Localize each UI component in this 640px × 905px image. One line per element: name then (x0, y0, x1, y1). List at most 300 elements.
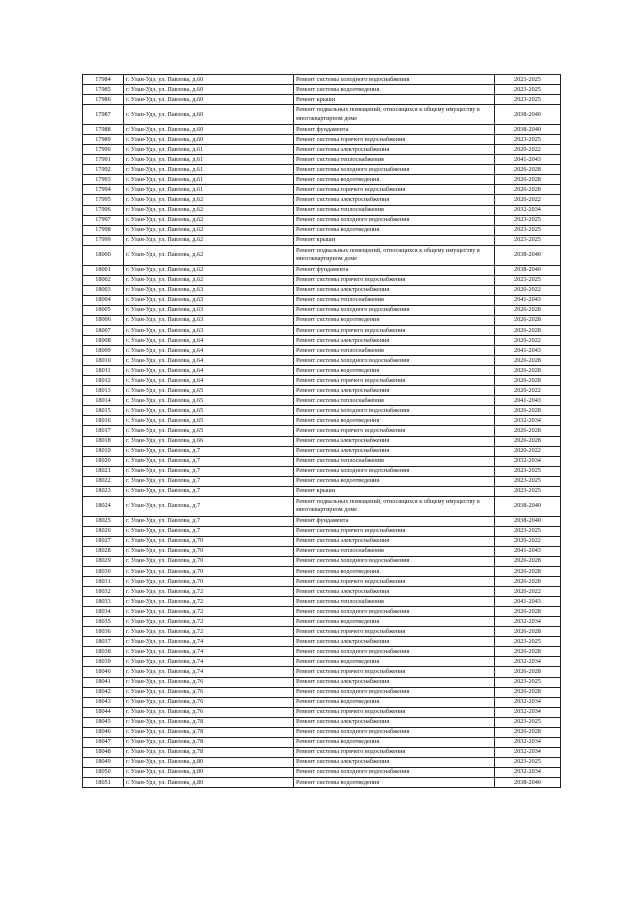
row-number: 18030 (83, 567, 124, 577)
period-cell: 2041-2043 (495, 346, 561, 356)
table-row (83, 707, 561, 717)
address-cell: г. Улан-Удэ, ул. Павлова, д.72 (124, 607, 294, 617)
period-cell: 2032-2034 (495, 747, 561, 757)
address-cell: г. Улан-Удэ, ул. Павлова, д.78 (124, 747, 294, 757)
work-type-cell: Ремонт системы горячего водоснабжения (294, 526, 495, 536)
address-cell: г. Улан-Удэ, ул. Павлова, д.61 (124, 155, 294, 165)
period-cell: 2026-2028 (495, 647, 561, 657)
row-number: 17997 (83, 215, 124, 225)
work-type-cell: Ремонт системы электроснабжения (294, 717, 495, 727)
work-type-cell: Ремонт системы водоотведения (294, 85, 495, 95)
address-cell: г. Улан-Удэ, ул. Павлова, д.65 (124, 396, 294, 406)
address-cell: г. Улан-Удэ, ул. Павлова, д.62 (124, 275, 294, 285)
row-number: 18018 (83, 436, 124, 446)
work-type-cell: Ремонт системы горячего водоснабжения (294, 627, 495, 637)
period-cell: 2026-2028 (495, 175, 561, 185)
table-row (83, 647, 561, 657)
address-cell: г. Улан-Удэ, ул. Павлова, д.70 (124, 546, 294, 556)
address-cell: г. Улан-Удэ, ул. Павлова, д.61 (124, 145, 294, 155)
address-cell: г. Улан-Удэ, ул. Павлова, д.61 (124, 165, 294, 175)
period-cell: 2023-2025 (495, 225, 561, 235)
work-type-cell: Ремонт системы холодного водоснабжения (294, 767, 495, 777)
period-cell: 2020-2022 (495, 536, 561, 546)
address-cell: г. Улан-Удэ, ул. Павлова, д.76 (124, 687, 294, 697)
row-number: 18050 (83, 767, 124, 777)
work-type-cell: Ремонт системы водоотведения (294, 476, 495, 486)
address-cell: г. Улан-Удэ, ул. Павлова, д.7 (124, 466, 294, 476)
work-type-cell: Ремонт системы электроснабжения (294, 677, 495, 687)
work-type-cell: Ремонт фундамента (294, 125, 495, 135)
work-type-cell: Ремонт системы теплоснабжения (294, 205, 495, 215)
row-number: 17995 (83, 195, 124, 205)
table-row (83, 356, 561, 366)
work-type-cell: Ремонт системы электроснабжения (294, 436, 495, 446)
address-cell: г. Улан-Удэ, ул. Павлова, д.62 (124, 265, 294, 275)
table-row (83, 567, 561, 577)
work-type-cell: Ремонт системы водоотведения (294, 778, 495, 788)
table-row (83, 446, 561, 456)
row-number: 18048 (83, 747, 124, 757)
work-type-cell: Ремонт системы горячего водоснабжения (294, 376, 495, 386)
table-row (83, 386, 561, 396)
address-cell: г. Улан-Удэ, ул. Павлова, д.7 (124, 516, 294, 526)
work-type-cell: Ремонт системы электроснабжения (294, 386, 495, 396)
table-row (83, 366, 561, 376)
address-cell: г. Улан-Удэ, ул. Павлова, д.72 (124, 627, 294, 637)
row-number: 18006 (83, 315, 124, 325)
address-cell: г. Улан-Удэ, ул. Павлова, д.64 (124, 346, 294, 356)
table-row (83, 265, 561, 275)
address-cell: г. Улан-Удэ, ул. Павлова, д.60 (124, 105, 294, 125)
period-cell: 2023-2025 (495, 486, 561, 496)
table-row (83, 466, 561, 476)
period-cell: 2026-2028 (495, 727, 561, 737)
work-type-cell: Ремонт системы водоотведения (294, 366, 495, 376)
period-cell: 2026-2028 (495, 556, 561, 566)
period-cell: 2026-2028 (495, 687, 561, 697)
period-cell: 2023-2025 (495, 637, 561, 647)
address-cell: г. Улан-Удэ, ул. Павлова, д.60 (124, 75, 294, 85)
work-type-cell: Ремонт системы холодного водоснабжения (294, 556, 495, 566)
work-type-cell: Ремонт системы электроснабжения (294, 285, 495, 295)
document-page (82, 74, 556, 788)
table-row (83, 416, 561, 426)
work-type-cell: Ремонт системы горячего водоснабжения (294, 135, 495, 145)
period-cell: 2020-2022 (495, 145, 561, 155)
table-row (83, 637, 561, 647)
period-cell: 2041-2043 (495, 155, 561, 165)
period-cell: 2023-2025 (495, 757, 561, 767)
work-type-cell: Ремонт подвальных помещений, относящихся к общему имуществу в многоквартирном доме (294, 105, 495, 125)
work-type-cell: Ремонт системы холодного водоснабжения (294, 647, 495, 657)
address-cell: г. Улан-Удэ, ул. Павлова, д.63 (124, 295, 294, 305)
row-number: 18036 (83, 627, 124, 637)
address-cell: г. Улан-Удэ, ул. Павлова, д.7 (124, 456, 294, 466)
period-cell: 2032-2034 (495, 697, 561, 707)
table-row (83, 105, 561, 125)
row-number: 18026 (83, 526, 124, 536)
work-type-cell: Ремонт системы холодного водоснабжения (294, 356, 495, 366)
row-number: 18041 (83, 677, 124, 687)
work-type-cell: Ремонт системы теплоснабжения (294, 546, 495, 556)
table-row (83, 607, 561, 617)
address-cell: г. Улан-Удэ, ул. Павлова, д.62 (124, 195, 294, 205)
table-row (83, 476, 561, 486)
work-type-cell: Ремонт системы теплоснабжения (294, 597, 495, 607)
row-number: 18019 (83, 446, 124, 456)
address-cell: г. Улан-Удэ, ул. Павлова, д.70 (124, 536, 294, 546)
period-cell: 2020-2022 (495, 587, 561, 597)
row-number: 17999 (83, 235, 124, 245)
period-cell: 2020-2022 (495, 386, 561, 396)
period-cell: 2026-2028 (495, 567, 561, 577)
row-number: 18044 (83, 707, 124, 717)
period-cell: 2038-2040 (495, 778, 561, 788)
row-number: 18049 (83, 757, 124, 767)
period-cell: 2026-2028 (495, 627, 561, 637)
row-number: 18020 (83, 456, 124, 466)
work-type-cell: Ремонт системы холодного водоснабжения (294, 75, 495, 85)
address-cell: г. Улан-Удэ, ул. Павлова, д.63 (124, 285, 294, 295)
work-type-cell: Ремонт крыши (294, 486, 495, 496)
table-body (83, 75, 561, 788)
table-row (83, 757, 561, 767)
work-type-cell: Ремонт системы холодного водоснабжения (294, 687, 495, 697)
row-number: 18014 (83, 396, 124, 406)
address-cell: г. Улан-Удэ, ул. Павлова, д.76 (124, 677, 294, 687)
row-number: 18002 (83, 275, 124, 285)
period-cell: 2020-2022 (495, 336, 561, 346)
period-cell: 2026-2028 (495, 325, 561, 335)
period-cell: 2023-2025 (495, 235, 561, 245)
row-number: 18046 (83, 727, 124, 737)
period-cell: 2026-2028 (495, 356, 561, 366)
period-cell: 2032-2034 (495, 737, 561, 747)
period-cell: 2026-2028 (495, 185, 561, 195)
row-number: 18015 (83, 406, 124, 416)
period-cell: 2023-2025 (495, 75, 561, 85)
row-number: 17986 (83, 95, 124, 105)
work-type-cell: Ремонт системы электроснабжения (294, 446, 495, 456)
row-number: 18016 (83, 416, 124, 426)
row-number: 18000 (83, 245, 124, 265)
period-cell: 2026-2028 (495, 607, 561, 617)
address-cell: г. Улан-Удэ, ул. Павлова, д.78 (124, 737, 294, 747)
address-cell: г. Улан-Удэ, ул. Павлова, д.64 (124, 336, 294, 346)
period-cell: 2023-2025 (495, 85, 561, 95)
table-row (83, 95, 561, 105)
table-row (83, 155, 561, 165)
table-row (83, 406, 561, 416)
row-number: 18022 (83, 476, 124, 486)
address-cell: г. Улан-Удэ, ул. Павлова, д.64 (124, 376, 294, 386)
row-number: 17994 (83, 185, 124, 195)
period-cell: 2023-2025 (495, 476, 561, 486)
work-type-cell: Ремонт системы холодного водоснабжения (294, 215, 495, 225)
table-row (83, 627, 561, 637)
period-cell: 2023-2025 (495, 466, 561, 476)
table-row (83, 717, 561, 727)
row-number: 18040 (83, 667, 124, 677)
work-type-cell: Ремонт системы теплоснабжения (294, 346, 495, 356)
period-cell: 2026-2028 (495, 426, 561, 436)
period-cell: 2023-2025 (495, 677, 561, 687)
address-cell: г. Улан-Удэ, ул. Павлова, д.78 (124, 727, 294, 737)
work-type-cell: Ремонт системы горячего водоснабжения (294, 325, 495, 335)
row-number: 18038 (83, 647, 124, 657)
address-cell: г. Улан-Удэ, ул. Павлова, д.61 (124, 185, 294, 195)
period-cell: 2038-2040 (495, 265, 561, 275)
table-row (83, 125, 561, 135)
period-cell: 2026-2028 (495, 376, 561, 386)
period-cell: 2020-2022 (495, 446, 561, 456)
address-cell: г. Улан-Удэ, ул. Павлова, д.62 (124, 245, 294, 265)
address-cell: г. Улан-Удэ, ул. Павлова, д.74 (124, 657, 294, 667)
work-type-cell: Ремонт системы теплоснабжения (294, 396, 495, 406)
table-row (83, 205, 561, 215)
table-row (83, 315, 561, 325)
row-number: 18045 (83, 717, 124, 727)
address-cell: г. Улан-Удэ, ул. Павлова, д.80 (124, 757, 294, 767)
period-cell: 2032-2034 (495, 657, 561, 667)
work-type-cell: Ремонт системы электроснабжения (294, 587, 495, 597)
table-row (83, 436, 561, 446)
table-row (83, 727, 561, 737)
work-type-cell: Ремонт системы водоотведения (294, 737, 495, 747)
table-row (83, 747, 561, 757)
address-cell: г. Улан-Удэ, ул. Павлова, д.63 (124, 305, 294, 315)
table-row (83, 376, 561, 386)
row-number: 18035 (83, 617, 124, 627)
address-cell: г. Улан-Удэ, ул. Павлова, д.65 (124, 416, 294, 426)
row-number: 17989 (83, 135, 124, 145)
row-number: 18007 (83, 325, 124, 335)
period-cell: 2026-2028 (495, 406, 561, 416)
table-row (83, 336, 561, 346)
address-cell: г. Улан-Удэ, ул. Павлова, д.65 (124, 386, 294, 396)
work-type-cell: Ремонт системы горячего водоснабжения (294, 667, 495, 677)
table-row (83, 767, 561, 777)
period-cell: 2032-2034 (495, 205, 561, 215)
row-number: 18051 (83, 778, 124, 788)
work-type-cell: Ремонт системы горячего водоснабжения (294, 747, 495, 757)
table-row (83, 536, 561, 546)
table-row (83, 426, 561, 436)
work-type-cell: Ремонт системы холодного водоснабжения (294, 406, 495, 416)
period-cell: 2023-2025 (495, 717, 561, 727)
period-cell: 2026-2028 (495, 436, 561, 446)
address-cell: г. Улан-Удэ, ул. Павлова, д.74 (124, 637, 294, 647)
row-number: 18034 (83, 607, 124, 617)
address-cell: г. Улан-Удэ, ул. Павлова, д.80 (124, 767, 294, 777)
table-row (83, 325, 561, 335)
work-type-cell: Ремонт системы водоотведения (294, 617, 495, 627)
table-row (83, 305, 561, 315)
address-cell: г. Улан-Удэ, ул. Павлова, д.64 (124, 356, 294, 366)
period-cell: 2023-2025 (495, 95, 561, 105)
row-number: 18005 (83, 305, 124, 315)
table-row (83, 285, 561, 295)
address-cell: г. Улан-Удэ, ул. Павлова, д.65 (124, 406, 294, 416)
address-cell: г. Улан-Удэ, ул. Павлова, д.7 (124, 496, 294, 516)
work-type-cell: Ремонт системы водоотведения (294, 416, 495, 426)
row-number: 18008 (83, 336, 124, 346)
period-cell: 2023-2025 (495, 526, 561, 536)
repair-schedule-table (82, 74, 561, 788)
table-row (83, 215, 561, 225)
address-cell: г. Улан-Удэ, ул. Павлова, д.76 (124, 707, 294, 717)
work-type-cell: Ремонт системы горячего водоснабжения (294, 426, 495, 436)
row-number: 18003 (83, 285, 124, 295)
table-row (83, 577, 561, 587)
period-cell: 2032-2034 (495, 416, 561, 426)
period-cell: 2041-2043 (495, 546, 561, 556)
table-row (83, 185, 561, 195)
row-number: 18027 (83, 536, 124, 546)
work-type-cell: Ремонт системы холодного водоснабжения (294, 466, 495, 476)
period-cell: 2041-2043 (495, 295, 561, 305)
row-number: 18029 (83, 556, 124, 566)
work-type-cell: Ремонт системы электроснабжения (294, 336, 495, 346)
row-number: 18043 (83, 697, 124, 707)
row-number: 18004 (83, 295, 124, 305)
period-cell: 2020-2022 (495, 195, 561, 205)
row-number: 18009 (83, 346, 124, 356)
table-row (83, 175, 561, 185)
address-cell: г. Улан-Удэ, ул. Павлова, д.62 (124, 235, 294, 245)
table-row (83, 587, 561, 597)
row-number: 18024 (83, 496, 124, 516)
row-number: 18013 (83, 386, 124, 396)
address-cell: г. Улан-Удэ, ул. Павлова, д.7 (124, 526, 294, 536)
period-cell: 2023-2025 (495, 135, 561, 145)
work-type-cell: Ремонт системы холодного водоснабжения (294, 727, 495, 737)
table-row (83, 75, 561, 85)
address-cell: г. Улан-Удэ, ул. Павлова, д.64 (124, 366, 294, 376)
period-cell: 2038-2040 (495, 516, 561, 526)
row-number: 18025 (83, 516, 124, 526)
table-row (83, 667, 561, 677)
address-cell: г. Улан-Удэ, ул. Павлова, д.72 (124, 597, 294, 607)
row-number: 18047 (83, 737, 124, 747)
period-cell: 2032-2034 (495, 707, 561, 717)
work-type-cell: Ремонт системы горячего водоснабжения (294, 577, 495, 587)
work-type-cell: Ремонт системы водоотведения (294, 657, 495, 667)
work-type-cell: Ремонт системы горячего водоснабжения (294, 185, 495, 195)
work-type-cell: Ремонт системы горячего водоснабжения (294, 707, 495, 717)
table-row (83, 687, 561, 697)
row-number: 18039 (83, 657, 124, 667)
address-cell: г. Улан-Удэ, ул. Павлова, д.74 (124, 647, 294, 657)
row-number: 17985 (83, 85, 124, 95)
row-number: 18010 (83, 356, 124, 366)
table-row (83, 677, 561, 687)
address-cell: г. Улан-Удэ, ул. Павлова, д.62 (124, 205, 294, 215)
table-row (83, 597, 561, 607)
row-number: 18033 (83, 597, 124, 607)
period-cell: 2038-2040 (495, 245, 561, 265)
address-cell: г. Улан-Удэ, ул. Павлова, д.78 (124, 717, 294, 727)
table-row (83, 496, 561, 516)
work-type-cell: Ремонт крыши (294, 95, 495, 105)
period-cell: 2041-2043 (495, 597, 561, 607)
table-row (83, 295, 561, 305)
address-cell: г. Улан-Удэ, ул. Павлова, д.61 (124, 175, 294, 185)
table-row (83, 145, 561, 155)
table-row (83, 235, 561, 245)
work-type-cell: Ремонт крыши (294, 235, 495, 245)
address-cell: г. Улан-Удэ, ул. Павлова, д.7 (124, 476, 294, 486)
row-number: 17984 (83, 75, 124, 85)
table-row (83, 617, 561, 627)
period-cell: 2038-2040 (495, 125, 561, 135)
table-row (83, 135, 561, 145)
row-number: 17992 (83, 165, 124, 175)
work-type-cell: Ремонт системы электроснабжения (294, 637, 495, 647)
period-cell: 2026-2028 (495, 305, 561, 315)
work-type-cell: Ремонт системы холодного водоснабжения (294, 305, 495, 315)
work-type-cell: Ремонт системы горячего водоснабжения (294, 275, 495, 285)
period-cell: 2038-2040 (495, 496, 561, 516)
table-row (83, 657, 561, 667)
table-row (83, 85, 561, 95)
table-row (83, 556, 561, 566)
work-type-cell: Ремонт подвальных помещений, относящихся к общему имуществу в многоквартирном доме (294, 496, 495, 516)
row-number: 18017 (83, 426, 124, 436)
address-cell: г. Улан-Удэ, ул. Павлова, д.70 (124, 556, 294, 566)
work-type-cell: Ремонт системы электроснабжения (294, 195, 495, 205)
period-cell: 2026-2028 (495, 577, 561, 587)
table-row (83, 195, 561, 205)
period-cell: 2032-2034 (495, 617, 561, 627)
period-cell: 2026-2028 (495, 667, 561, 677)
period-cell: 2023-2025 (495, 275, 561, 285)
row-number: 17991 (83, 155, 124, 165)
table-row (83, 275, 561, 285)
row-number: 18023 (83, 486, 124, 496)
address-cell: г. Улан-Удэ, ул. Павлова, д.60 (124, 85, 294, 95)
address-cell: г. Улан-Удэ, ул. Павлова, д.60 (124, 125, 294, 135)
row-number: 18028 (83, 546, 124, 556)
period-cell: 2023-2025 (495, 215, 561, 225)
address-cell: г. Улан-Удэ, ул. Павлова, д.62 (124, 215, 294, 225)
work-type-cell: Ремонт системы водоотведения (294, 567, 495, 577)
row-number: 18042 (83, 687, 124, 697)
table-row (83, 346, 561, 356)
work-type-cell: Ремонт системы электроснабжения (294, 145, 495, 155)
work-type-cell: Ремонт фундамента (294, 516, 495, 526)
period-cell: 2026-2028 (495, 366, 561, 376)
row-number: 18031 (83, 577, 124, 587)
row-number: 18021 (83, 466, 124, 476)
address-cell: г. Улан-Удэ, ул. Павлова, д.70 (124, 577, 294, 587)
row-number: 18011 (83, 366, 124, 376)
work-type-cell: Ремонт системы водоотведения (294, 697, 495, 707)
table-row (83, 737, 561, 747)
address-cell: г. Улан-Удэ, ул. Павлова, д.72 (124, 587, 294, 597)
row-number: 17993 (83, 175, 124, 185)
address-cell: г. Улан-Удэ, ул. Павлова, д.7 (124, 446, 294, 456)
table-row (83, 456, 561, 466)
table-row (83, 165, 561, 175)
period-cell: 2041-2043 (495, 396, 561, 406)
work-type-cell: Ремонт системы теплоснабжения (294, 155, 495, 165)
address-cell: г. Улан-Удэ, ул. Павлова, д.62 (124, 225, 294, 235)
address-cell: г. Улан-Удэ, ул. Павлова, д.80 (124, 778, 294, 788)
work-type-cell: Ремонт фундамента (294, 265, 495, 275)
address-cell: г. Улан-Удэ, ул. Павлова, д.60 (124, 135, 294, 145)
work-type-cell: Ремонт системы водоотведения (294, 175, 495, 185)
